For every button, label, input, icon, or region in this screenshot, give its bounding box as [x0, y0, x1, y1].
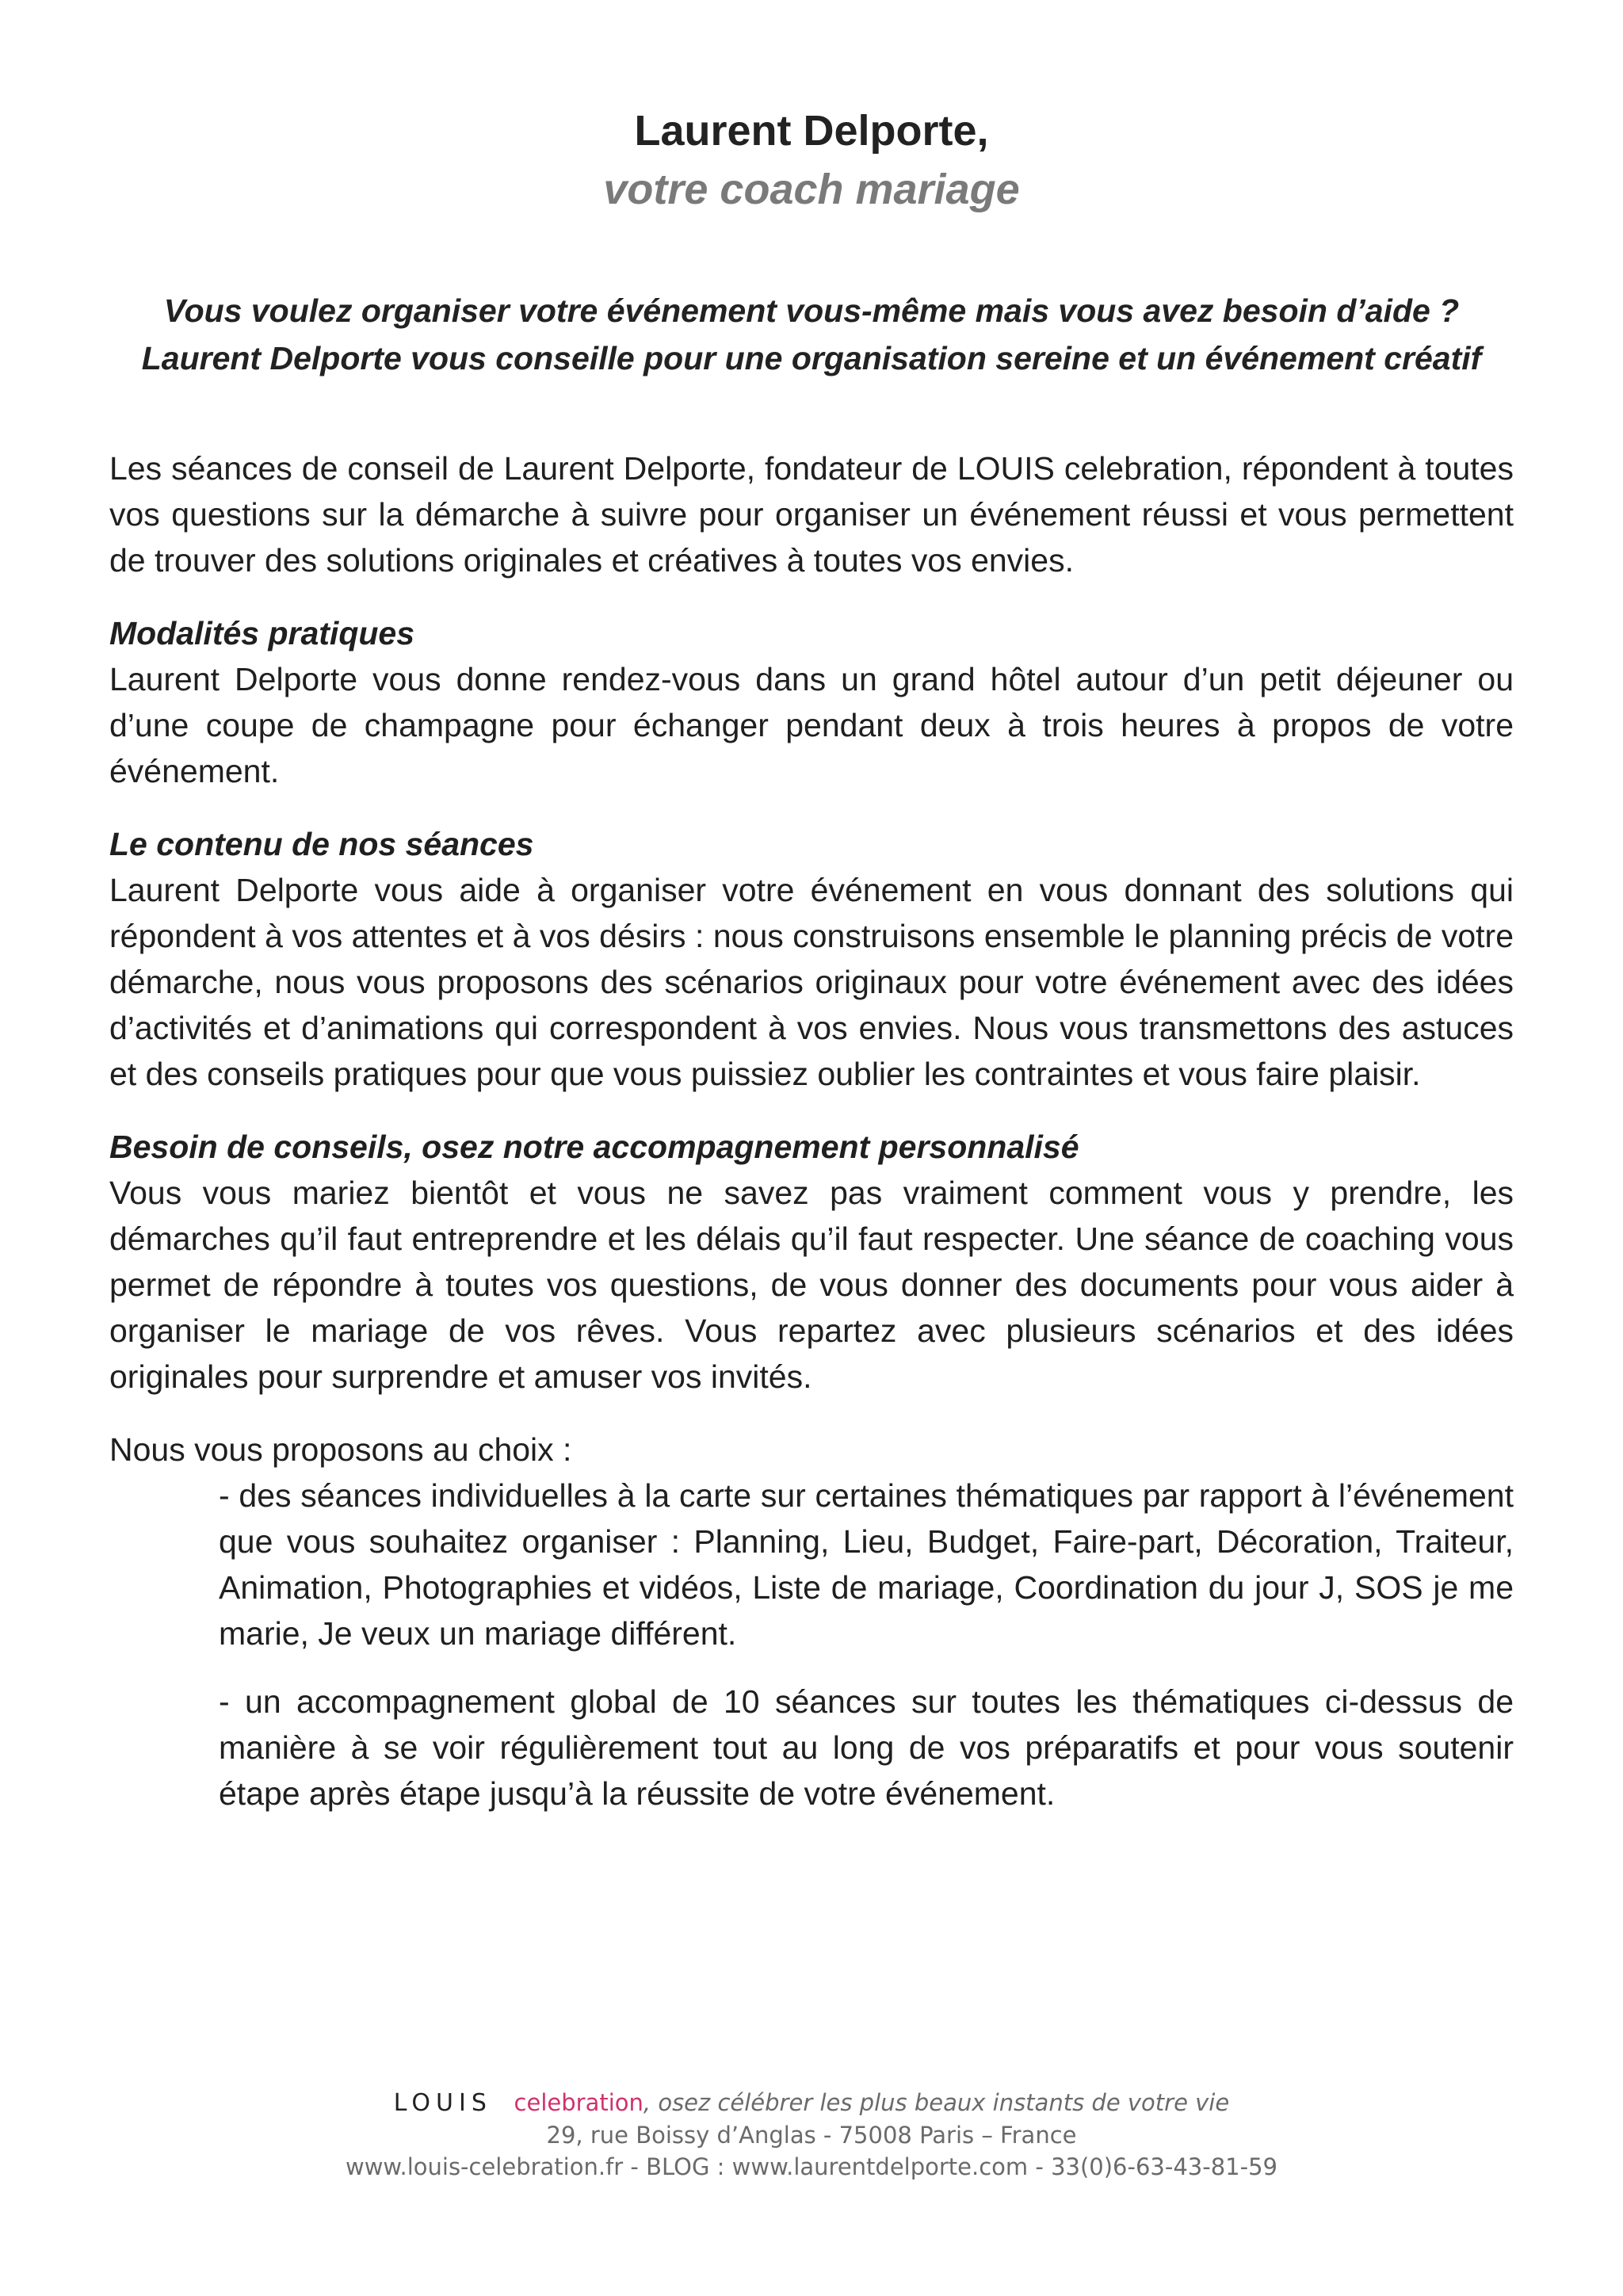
section-contenu	[109, 821, 1514, 1097]
section-besoin	[109, 1124, 1514, 1400]
section-modalites	[109, 610, 1514, 794]
footer-brand-line	[0, 2087, 1623, 2119]
footer-address: 29, rue Boissy d’Anglas - 75008 Paris – France	[546, 2122, 1077, 2149]
lead-line-1: Vous voulez organiser votre événement vous-même mais vous avez besoin d’aide ?	[163, 292, 1460, 329]
footer-contact: www.louis-celebration.fr - BLOG : www.laurentdelporte.com - 33(0)6-63-43-81-59	[346, 2153, 1277, 2180]
section-title: Le contenu de nos séances	[109, 826, 534, 862]
lead-statement	[0, 287, 1623, 382]
intro-paragraph: Les séances de conseil de Laurent Delporte, fondateur de LOUIS celebration, répondent à toutes vos questions sur la démarche à suivre pour organiser un événement réussi et vous permettent de trouver des solutions originales et créatives à toutes vos envies.	[109, 450, 1514, 579]
section-body: Laurent Delporte vous donne rendez-vous dans un grand hôtel autour d’un petit déjeuner ou d’une coupe de champagne pour échanger pendant deux à trois heures à propos de votre événement.	[109, 661, 1514, 789]
section-body: Laurent Delporte vous aide à organiser votre événement en vous donnant des solutions qui répondent à vos attentes et à vos désirs : nous construisons ensemble le planning précis de votre démarche, nous vous proposons des scénarios originaux pour votre événement avec des idées d’activités et d’animations qui correspondent à vos envies. Nous vous transmettons des astuces et des conseils pratiques pour que vous puissiez oublier les contraintes et vous faire plaisir.	[109, 872, 1514, 1092]
list-item: - des séances individuelles à la carte sur certaines thématiques par rapport à l’événement que vous souhaitez organiser : Planning, Lieu, Budget, Faire-part, Décoration, Traiteur, Animation, Photographies et vidéos, Liste de mariage, Coordination du jour J, SOS je me marie, Je veux un mariage différent.	[219, 1477, 1514, 1652]
page-title: Laurent Delporte,	[634, 107, 989, 155]
lead-line-2: Laurent Delporte vous conseille pour une organisation sereine et un événement créatif	[141, 340, 1482, 376]
list-item: - un accompagnement global de 10 séances sur toutes les thématiques ci-dessus de manière à se voir régulièrement tout au long de vos préparatifs et pour vous soutenir étape après étape jusqu’à la réussite de votre événement.	[219, 1683, 1514, 1812]
title-block	[0, 103, 1623, 220]
brand-logo-text: LOUIS	[393, 2089, 492, 2117]
choice-intro: Nous vous proposons au choix :	[109, 1431, 572, 1468]
footer-tagline: , osez célébrer les plus beaux instants de votre vie	[643, 2089, 1230, 2116]
page-subtitle: votre coach mariage	[603, 166, 1020, 213]
choice-list	[109, 1473, 1514, 1817]
brand-accent-text: celebration	[514, 2089, 643, 2116]
footer	[0, 2087, 1623, 2183]
main-content	[109, 445, 1514, 1839]
section-title: Besoin de conseils, osez notre accompagnement personnalisé	[109, 1129, 1079, 1165]
section-title: Modalités pratiques	[109, 615, 415, 651]
section-body: Vous vous mariez bientôt et vous ne savez pas vraiment comment vous y prendre, les démarches qu’il faut entreprendre et les délais qu’il faut respecter. Une séance de coaching vous permet de répondre à toutes vos questions, de vous donner des documents pour vous aider à organiser le mariage de vos rêves. Vous repartez avec plusieurs scénarios et des idées originales pour surprendre et amuser vos invités.	[109, 1175, 1514, 1395]
